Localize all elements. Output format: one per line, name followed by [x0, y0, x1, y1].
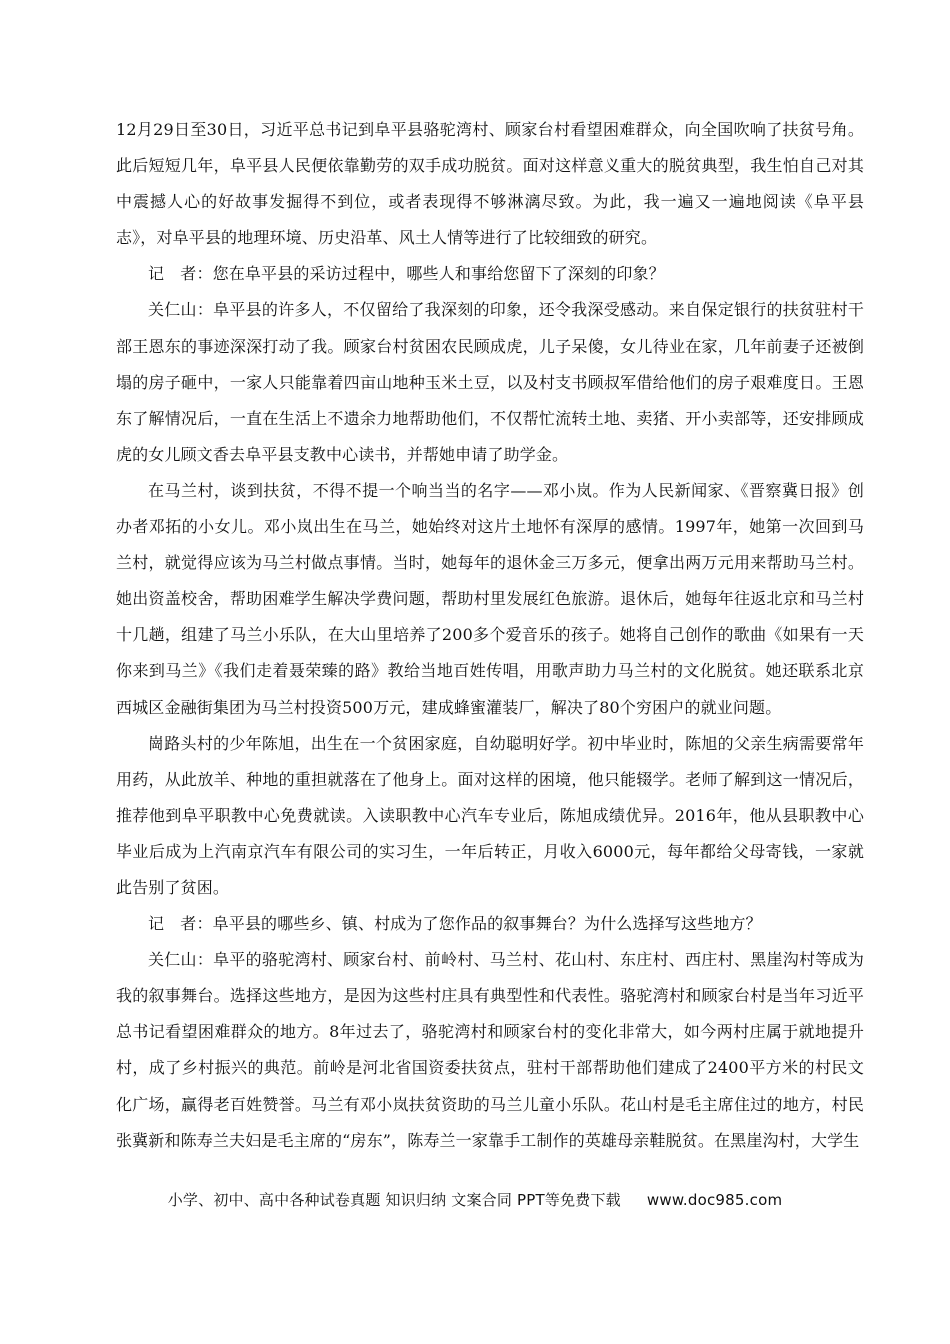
footer-url: www.doc985.com [646, 1191, 783, 1209]
paragraph-4: 在马兰村，谈到扶贫，不得不提一个响当当的名字——邓小岚。作为人民新闻家、《晋察冀日报》创办者邓拓的小女儿。邓小岚出生在马兰，她始终对这片土地怀有深厚的感情。1997年，她第一次回到马兰村，就觉得应该为马兰村做点事情。当时，她每年的退休金三万多元，便拿出两万元用来帮助马兰村。她出资盖校舍，帮助困难学生解决学费问题，帮助村里发展红色旅游。退休后，她每年往返北京和马兰村十几趟，组建了马兰小乐队，在大山里培养了200多个爱音乐的孩子。她将自己创作的歌曲《如果有一天你来到马兰》《我们走着聂荣臻的路》教给当地百姓传唱，用歌声助力马兰村的文化脱贫。她还联系北京西城区金融街集团为马兰村投资500万元，建成蜂蜜灌装厂，解决了80个穷困户的就业问题。 [116, 480, 864, 717]
paragraph-6-question: 记 者：阜平县的哪些乡、镇、村成为了您作品的叙事舞台？为什么选择写这些地方？ [148, 914, 762, 934]
paragraph-2-question: 记 者：您在阜平县的采访过程中，哪些人和事给您留下了深刻的印象？ [148, 264, 665, 284]
paragraph-1: 12月29日至30日，习近平总书记到阜平县骆驼湾村、顾家台村看望困难群众，向全国吹响了扶贫号角。此后短短几年，阜平县人民便依靠勤劳的双手成功脱贫。面对这样意义重大的脱贫典型，我生怕自己对其中震撼人心的好故事发掘得不到位，或者表现得不够淋漓尽致。为此，我一遍又一遍地阅读《阜平县志》，对阜平县的地理环境、历史沿革、风土人情等进行了比较细致的研究。 [116, 120, 864, 248]
footer-text: 小学、初中、高中各种试卷真题 知识归纳 文案合同 PPT等免费下载 [167, 1191, 621, 1209]
page-footer [0, 1189, 950, 1210]
paragraph-5: 崗路头村的少年陈旭，出生在一个贫困家庭，自幼聪明好学。初中毕业时，陈旭的父亲生病需要常年用药，从此放羊、种地的重担就落在了他身上。面对这样的困境，他只能辍学。老师了解到这一情况后，推荐他到阜平职教中心免费就读。入读职教中心汽车专业后，陈旭成绩优异。2016年，他从县职教中心毕业后成为上汽南京汽车有限公司的实习生，一年后转正，月收入6000元，每年都给父母寄钱，一家就此告别了贫困。 [116, 733, 864, 897]
document-body [116, 112, 864, 1159]
paragraph-7-answer: 关仁山：阜平的骆驼湾村、顾家台村、前岭村、马兰村、花山村、东庄村、西庄村、黑崖沟村等成为我的叙事舞台。选择这些地方，是因为这些村庄具有典型性和代表性。骆驼湾村和顾家台村是当年习近平总书记看望困难群众的地方。8年过去了，骆驼湾村和顾家台村的变化非常大，如今两村庄属于就地提升村，成了乡村振兴的典范。前岭是河北省国资委扶贫点，驻村干部帮助他们建成了2400平方米的村民文化广场，赢得老百姓赞誉。马兰有邓小岚扶贫资助的马兰儿童小乐队。花山村是毛主席住过的地方，村民张冀新和陈寿兰夫妇是毛主席的“房东”，陈寿兰一家靠手工制作的英雄母亲鞋脱贫。在黑崖沟村，大学生 [116, 950, 864, 1150]
paragraph-3-answer: 关仁山：阜平县的许多人，不仅留给了我深刻的印象，还令我深受感动。来自保定银行的扶贫驻村干部王恩东的事迹深深打动了我。顾家台村贫困农民顾成虎，儿子呆傻，女儿待业在家，几年前妻子还被倒塌的房子砸中，一家人只能靠着四亩山地种玉米土豆，以及村支书顾叔军借给他们的房子艰难度日。王恩东了解情况后，一直在生活上不遗余力地帮助他们，不仅帮忙流转土地、卖猪、开小卖部等，还安排顾成虎的女儿顾文香去阜平县支教中心读书，并帮她申请了助学金。 [116, 300, 864, 464]
